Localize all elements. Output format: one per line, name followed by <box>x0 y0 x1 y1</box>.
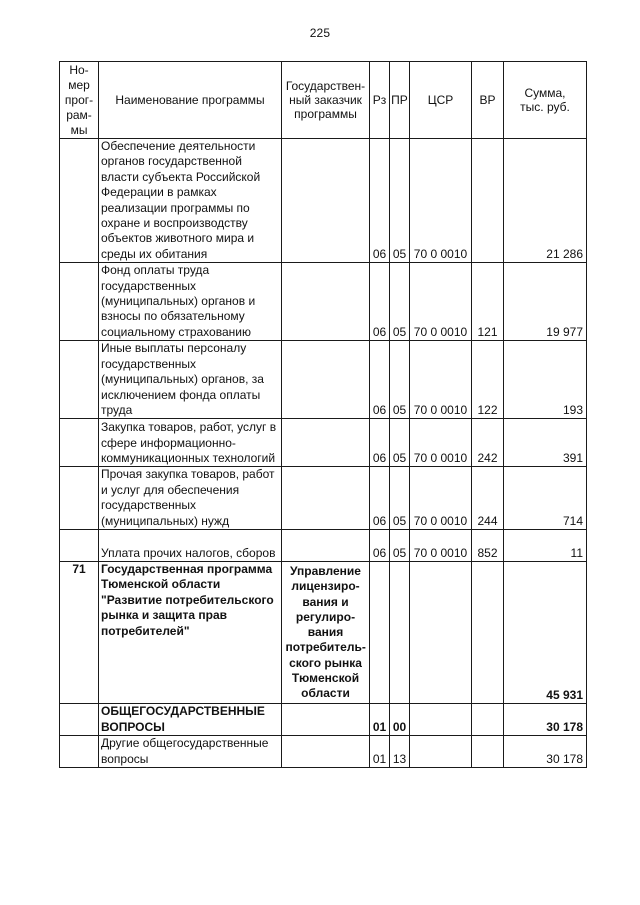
row-program-name: Обеспечение деятельности органов государственной власти субъекта Российской Федерации в рамках реализации программы по охране и воспроизводству объектов животного мира и среды их обитания <box>99 139 282 263</box>
row-program-number <box>60 703 99 735</box>
row-customer: Управление лицензиро-вания и регулиро-вания потребитель-ского рынка Тюменской области <box>282 561 370 703</box>
header-program-number: Но-мер прог-рам-мы <box>60 62 99 139</box>
row-customer <box>282 703 370 735</box>
row-csr: 70 0 0010 <box>410 467 472 530</box>
row-sum: 45 931 <box>504 561 587 703</box>
row-program-name: Закупка товаров, работ, услуг в сфере информационно-коммуникационных технологий <box>99 419 282 467</box>
row-rz: 06 <box>370 467 390 530</box>
row-customer <box>282 139 370 263</box>
table-row <box>60 561 587 703</box>
row-program-number <box>60 735 99 767</box>
row-csr <box>410 703 472 735</box>
table-row <box>60 263 587 341</box>
row-pr: 05 <box>390 419 410 467</box>
row-rz <box>370 561 390 703</box>
row-program-name: Фонд оплаты труда государственных (муниципальных) органов и взносы по обязательному социальному страхованию <box>99 263 282 341</box>
table-row <box>60 467 587 530</box>
row-csr <box>410 735 472 767</box>
table-row <box>60 703 587 735</box>
row-csr: 70 0 0010 <box>410 419 472 467</box>
row-program-number <box>60 529 99 561</box>
row-csr: 70 0 0010 <box>410 341 472 419</box>
row-vr: 122 <box>472 341 504 419</box>
row-vr: 121 <box>472 263 504 341</box>
row-customer <box>282 419 370 467</box>
row-rz: 06 <box>370 341 390 419</box>
row-customer <box>282 529 370 561</box>
row-customer <box>282 467 370 530</box>
table-row <box>60 529 587 561</box>
row-program-number <box>60 263 99 341</box>
row-pr: 05 <box>390 341 410 419</box>
row-rz: 06 <box>370 139 390 263</box>
row-vr <box>472 139 504 263</box>
header-customer: Государствен-ный заказчик программы <box>282 62 370 139</box>
row-pr: 00 <box>390 703 410 735</box>
row-csr <box>410 561 472 703</box>
table-row <box>60 735 587 767</box>
header-vr: ВР <box>472 62 504 139</box>
row-program-number <box>60 419 99 467</box>
row-program-number: 71 <box>60 561 99 703</box>
page-number: 225 <box>309 26 331 40</box>
row-vr: 244 <box>472 467 504 530</box>
row-pr <box>390 561 410 703</box>
row-vr <box>472 703 504 735</box>
table-row <box>60 341 587 419</box>
row-rz: 01 <box>370 703 390 735</box>
header-csr: ЦСР <box>410 62 472 139</box>
row-program-name: ОБЩЕГОСУДАРСТВЕННЫЕ ВОПРОСЫ <box>99 703 282 735</box>
header-rz: Рз <box>370 62 390 139</box>
table-header-row <box>60 62 587 139</box>
row-vr <box>472 561 504 703</box>
row-pr: 13 <box>390 735 410 767</box>
row-program-name: Иные выплаты персоналу государственных (муниципальных) органов, за исключением фонда оплаты труда <box>99 341 282 419</box>
header-program-name: Наименование программы <box>99 62 282 139</box>
row-pr: 05 <box>390 529 410 561</box>
row-program-name: Прочая закупка товаров, работ и услуг для обеспечения государственных (муниципальных) нужд <box>99 467 282 530</box>
row-rz: 06 <box>370 263 390 341</box>
row-customer <box>282 341 370 419</box>
row-csr: 70 0 0010 <box>410 263 472 341</box>
budget-table <box>59 61 587 768</box>
row-customer <box>282 263 370 341</box>
row-csr: 70 0 0010 <box>410 139 472 263</box>
row-rz: 01 <box>370 735 390 767</box>
row-sum: 714 <box>504 467 587 530</box>
row-pr: 05 <box>390 467 410 530</box>
row-sum: 11 <box>504 529 587 561</box>
row-csr: 70 0 0010 <box>410 529 472 561</box>
row-pr: 05 <box>390 263 410 341</box>
row-sum: 19 977 <box>504 263 587 341</box>
header-sum: Сумма, тыс. руб. <box>504 62 587 139</box>
table-row <box>60 139 587 263</box>
row-program-number <box>60 467 99 530</box>
row-rz: 06 <box>370 419 390 467</box>
row-sum: 30 178 <box>504 735 587 767</box>
row-rz: 06 <box>370 529 390 561</box>
row-program-name: Государственная программа Тюменской области "Развитие потребительского рынка и защита прав потребителей" <box>99 561 282 703</box>
header-pr: ПР <box>390 62 410 139</box>
row-sum: 193 <box>504 341 587 419</box>
row-sum: 21 286 <box>504 139 587 263</box>
row-vr <box>472 735 504 767</box>
row-sum: 30 178 <box>504 703 587 735</box>
row-pr: 05 <box>390 139 410 263</box>
row-program-number <box>60 139 99 263</box>
row-vr: 242 <box>472 419 504 467</box>
row-sum: 391 <box>504 419 587 467</box>
row-customer <box>282 735 370 767</box>
table-row <box>60 419 587 467</box>
row-program-name: Уплата прочих налогов, сборов <box>99 529 282 561</box>
row-program-name: Другие общегосударственные вопросы <box>99 735 282 767</box>
row-vr: 852 <box>472 529 504 561</box>
row-program-number <box>60 341 99 419</box>
